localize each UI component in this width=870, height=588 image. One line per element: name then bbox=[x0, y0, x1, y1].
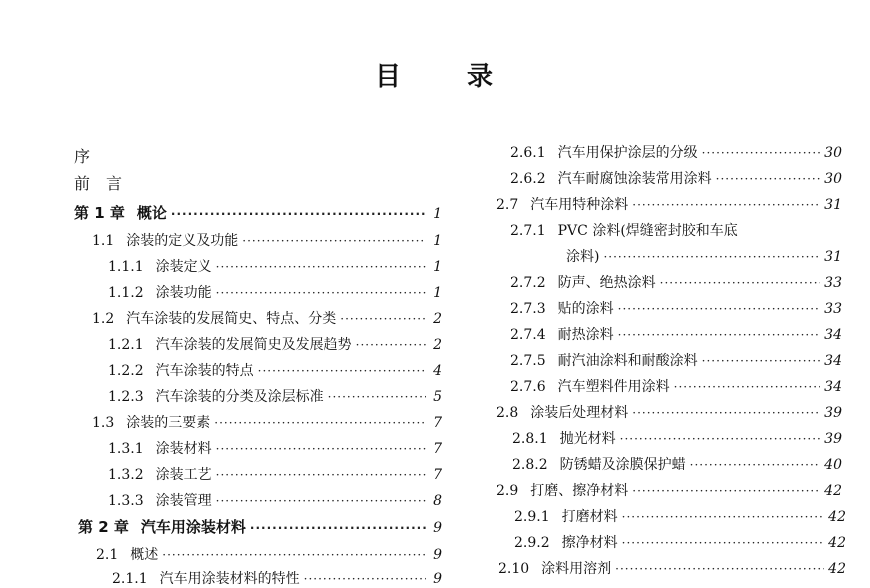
toc-entry-number: 2.6.2 bbox=[510, 171, 546, 187]
toc-entry-page: 31 bbox=[824, 197, 842, 213]
toc-entry-text: 防声、绝热涂料 bbox=[557, 275, 656, 291]
toc-entry-number: 2.10 bbox=[498, 561, 530, 577]
leader-dots bbox=[250, 519, 426, 537]
toc-subsection-continued[interactable] bbox=[566, 248, 842, 266]
leader-dots bbox=[632, 404, 820, 422]
toc-chapter[interactable] bbox=[74, 204, 442, 223]
toc-entry-page: 39 bbox=[824, 405, 842, 421]
leader-dots bbox=[632, 482, 820, 500]
leader-dots bbox=[618, 326, 821, 344]
toc-entry-text: 汽车用涂装材料的特性 bbox=[159, 571, 300, 587]
toc-subsection[interactable] bbox=[108, 466, 442, 484]
leader-dots bbox=[660, 274, 821, 292]
toc-entry-number: 2.1.1 bbox=[112, 571, 148, 587]
toc-entry-page: 7 bbox=[433, 467, 442, 483]
toc-entry-text: 序 bbox=[74, 147, 91, 166]
toc-entry-page: 9 bbox=[433, 547, 442, 563]
toc-entry-page: 42 bbox=[828, 561, 846, 577]
toc-entry-page: 4 bbox=[433, 363, 442, 379]
toc-subsection[interactable] bbox=[108, 492, 442, 510]
toc-entry-number: 2.6.1 bbox=[510, 145, 546, 161]
toc-entry-number: 第 2 章 bbox=[78, 518, 129, 536]
toc-entry-number: 1.3.2 bbox=[108, 467, 144, 483]
toc-entry-number: 2.7.1 bbox=[510, 223, 546, 239]
toc-entry bbox=[74, 175, 122, 193]
toc-subsection[interactable] bbox=[108, 362, 442, 380]
toc-subsection[interactable] bbox=[510, 222, 842, 240]
leader-dots bbox=[702, 144, 821, 162]
toc-entry-text: 汽车用特种涂料 bbox=[530, 197, 629, 213]
toc-entry-number: 第 1 章 bbox=[74, 204, 125, 222]
leader-dots bbox=[603, 248, 820, 266]
toc-section[interactable] bbox=[498, 560, 846, 578]
toc-entry-number: 2.8 bbox=[496, 405, 519, 421]
leader-dots bbox=[618, 300, 821, 318]
toc-entry-text: 打磨、擦净材料 bbox=[530, 483, 629, 499]
leader-dots bbox=[171, 205, 426, 223]
leader-dots bbox=[216, 492, 426, 510]
toc-entry-text: 涂装功能 bbox=[155, 285, 212, 301]
toc-entry-page: 39 bbox=[824, 431, 842, 447]
toc-subsection[interactable] bbox=[108, 388, 442, 406]
toc-entry-text: 涂装的三要素 bbox=[126, 415, 211, 431]
toc-entry-text: 打磨材料 bbox=[561, 509, 618, 525]
leader-dots bbox=[716, 170, 821, 188]
leader-dots bbox=[304, 570, 426, 588]
toc-section[interactable] bbox=[496, 482, 842, 500]
toc-subsection[interactable] bbox=[108, 336, 442, 354]
toc-chapter[interactable] bbox=[78, 518, 442, 537]
toc-entry-number: 1.2.3 bbox=[108, 389, 144, 405]
toc-entry-page: 30 bbox=[824, 145, 842, 161]
toc-entry-number: 1.2.2 bbox=[108, 363, 144, 379]
toc-subsection[interactable] bbox=[510, 170, 842, 188]
toc-entry-page: 9 bbox=[433, 520, 442, 536]
leader-dots bbox=[620, 430, 821, 448]
toc-entry-text: 涂装管理 bbox=[155, 493, 212, 509]
toc-entry-page: 40 bbox=[824, 457, 842, 473]
toc-entry-text: 汽车耐腐蚀涂装常用涂料 bbox=[557, 171, 712, 187]
toc-entry-number: 2.9.2 bbox=[514, 535, 550, 551]
toc-entry-text: PVC 涂料(焊缝密封胶和车底 bbox=[557, 223, 738, 239]
toc-entry-page: 8 bbox=[433, 493, 442, 509]
leader-dots bbox=[162, 546, 426, 564]
leader-dots bbox=[622, 534, 825, 552]
toc-entry-text: 贴的涂料 bbox=[557, 301, 614, 317]
leader-dots bbox=[622, 508, 825, 526]
leader-dots bbox=[328, 388, 426, 406]
toc-entry bbox=[74, 148, 90, 166]
title-char-right: 录 bbox=[467, 62, 496, 92]
toc-entry-page: 33 bbox=[824, 275, 842, 291]
toc-entry-text: 汽车用保护涂层的分级 bbox=[557, 145, 698, 161]
page-title bbox=[0, 56, 870, 93]
toc-section[interactable] bbox=[92, 232, 442, 250]
toc-subsection[interactable] bbox=[108, 284, 442, 302]
leader-dots bbox=[615, 560, 824, 578]
leader-dots bbox=[214, 414, 426, 432]
toc-entry-text: 汽车涂装的发展简史及发展趋势 bbox=[155, 337, 352, 353]
toc-entry-text: 涂装材料 bbox=[155, 441, 212, 457]
leader-dots bbox=[216, 466, 426, 484]
toc-subsection[interactable] bbox=[510, 326, 842, 344]
toc-entry-text: 涂装后处理材料 bbox=[530, 405, 629, 421]
toc-entry-number: 1.1 bbox=[92, 233, 115, 249]
toc-entry-text: 汽车用涂装材料 bbox=[140, 518, 246, 536]
toc-subsection[interactable] bbox=[510, 144, 842, 162]
toc-entry-number: 2.9.1 bbox=[514, 509, 550, 525]
toc-section[interactable] bbox=[92, 414, 442, 432]
leader-dots bbox=[216, 284, 426, 302]
toc-entry-page: 2 bbox=[433, 337, 442, 353]
toc-entry-text: 耐汽油涂料和耐酸涂料 bbox=[557, 353, 698, 369]
toc-entry-number: 2.8.1 bbox=[512, 431, 548, 447]
toc-entry-number: 1.3.3 bbox=[108, 493, 144, 509]
toc-entry-page: 1 bbox=[433, 206, 442, 222]
toc-entry-page: 42 bbox=[828, 509, 846, 525]
toc-subsection[interactable] bbox=[512, 430, 842, 448]
toc-entry-text: 前 言 bbox=[74, 174, 123, 193]
toc-entry-number: 2.7.4 bbox=[510, 327, 546, 343]
toc-entry-page: 42 bbox=[828, 535, 846, 551]
toc-entry-page: 33 bbox=[824, 301, 842, 317]
leader-dots bbox=[258, 362, 426, 380]
toc-entry-page: 2 bbox=[433, 311, 442, 327]
toc-entry-text: 擦净材料 bbox=[561, 535, 618, 551]
toc-entry-page: 5 bbox=[433, 389, 442, 405]
toc-section[interactable] bbox=[92, 310, 442, 328]
toc-subsection[interactable] bbox=[512, 456, 842, 474]
leader-dots bbox=[702, 352, 821, 370]
toc-subsection[interactable] bbox=[510, 378, 842, 396]
toc-entry-text: 涂料) bbox=[566, 249, 600, 265]
toc-subsection[interactable] bbox=[108, 258, 442, 276]
toc-section[interactable] bbox=[96, 546, 442, 564]
toc-entry-text: 耐热涂料 bbox=[557, 327, 614, 343]
toc-entry-page: 34 bbox=[824, 353, 842, 369]
toc-entry-page: 1 bbox=[433, 285, 442, 301]
toc-entry-number: 2.7.3 bbox=[510, 301, 546, 317]
toc-subsection[interactable] bbox=[510, 352, 842, 370]
toc-entry-number: 2.7.5 bbox=[510, 353, 546, 369]
toc-subsection[interactable] bbox=[510, 274, 842, 292]
toc-entry-text: 涂装定义 bbox=[155, 259, 212, 275]
toc-entry-page: 42 bbox=[824, 483, 842, 499]
toc-entry-page: 34 bbox=[824, 327, 842, 343]
toc-subsection[interactable] bbox=[112, 570, 442, 588]
toc-section[interactable] bbox=[496, 196, 842, 214]
toc-entry-text: 涂料用溶剂 bbox=[541, 561, 612, 577]
toc-entry-number: 2.7.2 bbox=[510, 275, 546, 291]
toc-entry-number: 2.9 bbox=[496, 483, 519, 499]
toc-entry-page: 31 bbox=[824, 249, 842, 265]
toc-entry-number: 2.8.2 bbox=[512, 457, 548, 473]
leader-dots bbox=[242, 232, 426, 250]
toc-subsection[interactable] bbox=[514, 534, 846, 552]
toc-entry-text: 防锈蜡及涂膜保护蜡 bbox=[559, 457, 686, 473]
toc-entry-page: 30 bbox=[824, 171, 842, 187]
leader-dots bbox=[632, 196, 820, 214]
toc-entry-text: 概论 bbox=[136, 204, 167, 222]
toc-entry-text: 汽车涂装的发展简史、特点、分类 bbox=[126, 311, 337, 327]
toc-entry-number: 1.1.1 bbox=[108, 259, 144, 275]
toc-entry-text: 汽车涂装的分类及涂层标准 bbox=[155, 389, 324, 405]
toc-subsection[interactable] bbox=[514, 508, 846, 526]
leader-dots bbox=[690, 456, 821, 474]
toc-subsection[interactable] bbox=[108, 440, 442, 458]
toc-entry-number: 1.3 bbox=[92, 415, 115, 431]
toc-entry-text: 涂装的定义及功能 bbox=[126, 233, 239, 249]
toc-entry-number: 1.3.1 bbox=[108, 441, 144, 457]
toc-entry-number: 1.2 bbox=[92, 311, 115, 327]
toc-entry-number: 1.2.1 bbox=[108, 337, 144, 353]
toc-entry-page: 34 bbox=[824, 379, 842, 395]
toc-entry-text: 汽车涂装的特点 bbox=[155, 363, 254, 379]
leader-dots bbox=[340, 310, 426, 328]
toc-entry-page: 9 bbox=[433, 571, 442, 587]
toc-entry-page: 7 bbox=[433, 415, 442, 431]
toc-entry-page: 1 bbox=[433, 233, 442, 249]
leader-dots bbox=[216, 440, 426, 458]
toc-section[interactable] bbox=[496, 404, 842, 422]
toc-entry-text: 概述 bbox=[130, 547, 159, 563]
toc-entry-number: 2.1 bbox=[96, 547, 119, 563]
title-char-left: 目 bbox=[374, 62, 403, 92]
leader-dots bbox=[356, 336, 426, 354]
leader-dots bbox=[674, 378, 821, 396]
toc-subsection[interactable] bbox=[510, 300, 842, 318]
toc-entry-text: 涂装工艺 bbox=[155, 467, 212, 483]
toc-entry-number: 1.1.2 bbox=[108, 285, 144, 301]
leader-dots bbox=[216, 258, 426, 276]
toc-entry-page: 1 bbox=[433, 259, 442, 275]
toc-entry-page: 7 bbox=[433, 441, 442, 457]
toc-entry-number: 2.7 bbox=[496, 197, 519, 213]
toc-entry-text: 抛光材料 bbox=[559, 431, 616, 447]
toc-entry-text: 汽车塑料件用涂料 bbox=[557, 379, 670, 395]
toc-entry-number: 2.7.6 bbox=[510, 379, 546, 395]
